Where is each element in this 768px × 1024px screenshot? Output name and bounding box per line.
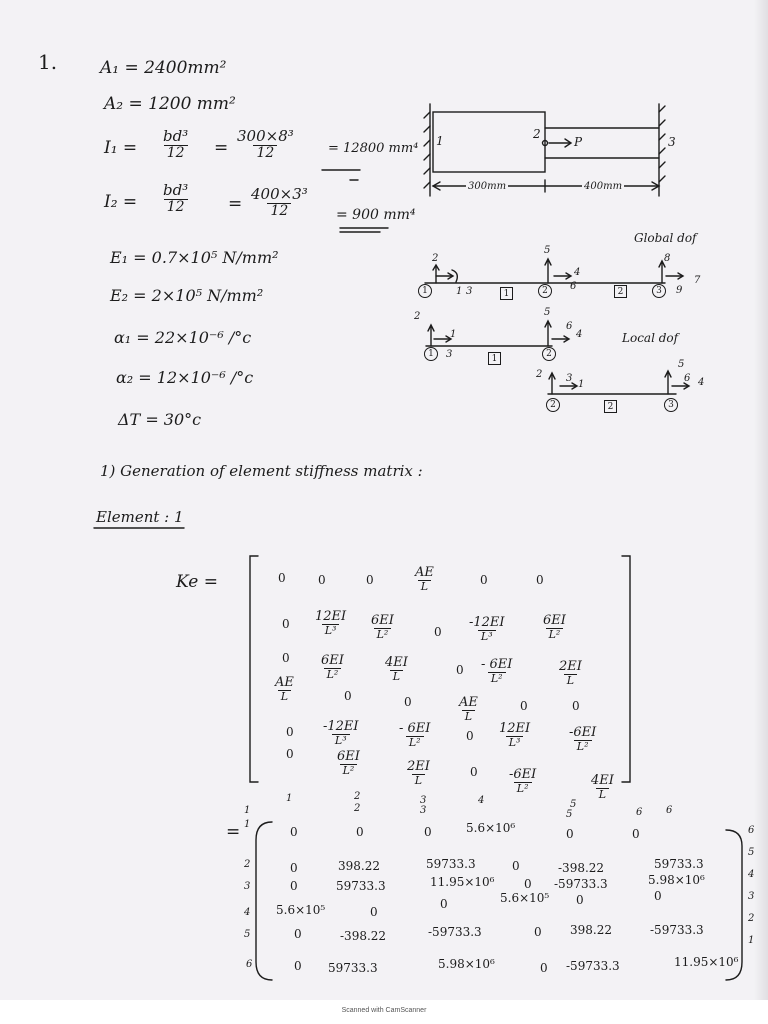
matrix-zero: 0 — [286, 725, 294, 739]
equals-sign: = — [228, 194, 243, 214]
scanner-footer — [0, 1000, 768, 1024]
matrix-cell: 5.6×10⁵ — [500, 891, 550, 905]
beam-node-3: 3 — [668, 135, 676, 149]
matrix-entry-fraction: 2EI L — [407, 759, 430, 788]
matrix-cell: 59733.3 — [426, 857, 476, 871]
matrix-entry-fraction: AE L — [415, 565, 434, 594]
matrix-entry-fraction: 12EI L³ — [315, 609, 347, 638]
local-dof-title: Local dof — [622, 331, 679, 345]
local-dof-label: 1 — [450, 329, 457, 340]
matrix-cell: 5.98×10⁶ — [438, 957, 495, 971]
matrix-cell: 0 — [290, 879, 298, 893]
row-index: 3 — [244, 881, 251, 892]
matrix-zero: 0 — [278, 571, 286, 585]
inertia-i1-lhs: I₁ = — [104, 138, 138, 158]
global-dof-label: 4 — [574, 267, 581, 278]
matrix-zero: 0 — [282, 651, 290, 665]
dof-index: 5 — [566, 809, 573, 820]
matrix-cell: 0 — [512, 859, 520, 873]
col-index: 4 — [748, 869, 755, 880]
modulus-e2: E₂ = 2×10⁵ N/mm² — [110, 286, 264, 305]
area-a1: A₁ = 2400mm² — [100, 58, 227, 78]
matrix-cell: -398.22 — [340, 929, 387, 943]
dof-index: 3 — [420, 805, 427, 816]
matrix-cell: 5.98×10⁶ — [648, 873, 705, 887]
beam-length-2: 400mm — [584, 181, 623, 192]
matrix-cell: 0 — [290, 825, 298, 839]
dof-index: 4 — [478, 795, 485, 806]
matrix-entry-fraction: 6EI L² — [321, 653, 344, 682]
matrix-entry-fraction: 4EI L — [385, 655, 408, 684]
dof-index: 1 — [286, 793, 293, 804]
row-index: 1 — [244, 819, 251, 830]
inertia-i2-substitution: $\frac{\text{400×3³}}{12}$ — [251, 185, 308, 219]
matrix-entry-fraction: AE L — [275, 675, 294, 704]
matrix-entry-fraction: 12EI L³ — [499, 721, 531, 750]
local2-element: 2 — [604, 400, 617, 413]
local-dof-label: 6 — [684, 373, 691, 384]
matrix-cell: 398.22 — [338, 859, 380, 873]
row-index: 5 — [244, 929, 251, 940]
col-index: 1 — [748, 935, 755, 946]
matrix-entry-fraction: -6EI L² — [569, 725, 597, 754]
matrix-cell: -59733.3 — [554, 877, 608, 891]
dof-index: 2 — [354, 791, 361, 802]
beam-length-1: 300mm — [468, 181, 507, 192]
row-index: 4 — [244, 907, 251, 918]
matrix-entry-fraction: 4EI L — [591, 773, 614, 802]
local-dof-label: 3 — [566, 373, 573, 384]
inertia-i2-lhs: I₂ = — [104, 192, 138, 212]
matrix-cell: 59733.3 — [654, 857, 704, 871]
local-dof-label: 3 — [446, 349, 453, 360]
inertia-i1-result: = 12800 mm⁴ — [328, 141, 419, 156]
matrix-entry-fraction: -12EI L³ — [323, 719, 359, 748]
matrix-cell: 5.6×10⁵ — [276, 903, 326, 917]
equals-sign: = — [214, 138, 229, 158]
matrix-zero: 0 — [456, 663, 464, 677]
matrix-zero: 0 — [318, 573, 326, 587]
col-index: 3 — [748, 891, 755, 902]
matrix-zero: 0 — [536, 573, 544, 587]
matrix-cell: 0 — [370, 905, 378, 919]
matrix-entry-fraction: -6EI L² — [509, 767, 537, 796]
matrix-cell: 0 — [654, 889, 662, 903]
matrix-cell: 11.95×10⁶ — [430, 875, 495, 889]
matrix-cell: 5.6×10⁶ — [466, 821, 516, 835]
matrix-cell: 0 — [534, 925, 542, 939]
local1-node-2: 2 — [542, 347, 556, 361]
local2-node-3: 3 — [664, 398, 678, 412]
matrix-entry-fraction: - 6EI L² — [399, 721, 431, 750]
matrix-cell: 398.22 — [570, 923, 612, 937]
local-dof-label: 4 — [576, 329, 583, 340]
matrix-zero: 0 — [520, 699, 528, 713]
dof-index: 6 — [666, 805, 673, 816]
matrix-zero: 0 — [572, 699, 580, 713]
matrix-entry-fraction: -12EI L³ — [469, 615, 505, 644]
matrix-entry-fraction: - 6EI L² — [481, 657, 513, 686]
dof-index: 1 — [244, 805, 251, 816]
matrix-zero: 0 — [366, 573, 374, 587]
col-index: 6 — [748, 825, 755, 836]
global-dof-title: Global dof — [634, 231, 697, 245]
global-dof-label: 1 — [456, 286, 463, 297]
matrix-cell: 0 — [524, 877, 532, 891]
local-dof-label: 1 — [578, 379, 585, 390]
matrix-entry-fraction: 6EI L² — [371, 613, 394, 642]
matrix-zero: 0 — [480, 573, 488, 587]
local-dof-label: 2 — [536, 369, 543, 380]
beam-load-p: P — [574, 135, 583, 149]
matrix-zero: 0 — [404, 695, 412, 709]
scanner-watermark: Scanned with CamScanner — [341, 1007, 427, 1014]
local2-node-2: 2 — [546, 398, 560, 412]
col-index: 5 — [748, 847, 755, 858]
matrix-cell: 0 — [576, 893, 584, 907]
matrix-zero: 0 — [286, 747, 294, 761]
local-dof-label: 5 — [678, 359, 685, 370]
inertia-i2-result: = 900 mm⁴ — [336, 207, 416, 223]
matrix-zero: 0 — [282, 617, 290, 631]
matrix-entry-fraction: AE L — [459, 695, 478, 724]
matrix-entry-fraction: 2EI L — [559, 659, 582, 688]
matrix-cell: 0 — [440, 897, 448, 911]
matrix-cell: 59733.3 — [336, 879, 386, 893]
matrix-cell: 0 — [424, 825, 432, 839]
matrix-cell: -59733.3 — [650, 923, 704, 937]
section-heading: 1) Generation of element stiffness matrix : — [100, 462, 423, 480]
area-a2: A₂ = 1200 mm² — [104, 94, 236, 114]
dof-index: 2 — [354, 803, 361, 814]
global-dof-label: 6 — [570, 281, 577, 292]
alpha-2: α₂ = 12×10⁻⁶ /°c — [116, 368, 254, 387]
matrix-cell: 0 — [294, 927, 302, 941]
matrix-cell: 11.95×10⁶ — [674, 955, 739, 969]
ke-label: Ke = — [176, 572, 218, 592]
alpha-1: α₁ = 22×10⁻⁶ /°c — [114, 328, 252, 347]
matrix-zero: 0 — [466, 729, 474, 743]
row-index: 2 — [244, 859, 251, 870]
beam-node-1: 1 — [436, 134, 444, 148]
global-node-2: 2 — [538, 284, 552, 298]
local1-element: 1 — [488, 352, 501, 365]
matrix-cell: -59733.3 — [566, 959, 620, 973]
dof-index: 6 — [636, 807, 643, 818]
inertia-i1-substitution: $\frac{\text{300×8³}}{12}$ — [237, 127, 294, 161]
matrix-cell: 0 — [566, 827, 574, 841]
local1-node-1: 1 — [424, 347, 438, 361]
beam-node-2: 2 — [533, 127, 541, 141]
matrix-cell: 59733.3 — [328, 961, 378, 975]
matrix-zero: 0 — [434, 625, 442, 639]
modulus-e1: E₁ = 0.7×10⁵ N/mm² — [110, 248, 279, 267]
element-heading: Element : 1 — [96, 508, 184, 526]
matrix-cell: 0 — [356, 825, 364, 839]
matrix-cell: 0 — [540, 961, 548, 975]
matrix-entry-fraction: 6EI L² — [337, 749, 360, 778]
global-dof-label: 2 — [432, 253, 439, 264]
global-dof-label: 9 — [676, 285, 683, 296]
global-dof-label: 8 — [664, 253, 671, 264]
delta-t: ΔT = 30°c — [118, 410, 202, 429]
equals-sign: = — [226, 822, 241, 842]
matrix-cell: 0 — [290, 861, 298, 875]
global-dof-label: 7 — [694, 275, 701, 286]
dof-index: 3 — [420, 795, 427, 806]
matrix-entry-fraction: 6EI L² — [543, 613, 566, 642]
matrix-cell: -59733.3 — [428, 925, 482, 939]
global-dof-label: 3 — [466, 286, 473, 297]
global-node-1: 1 — [418, 284, 432, 298]
matrix-cell: -398.22 — [558, 861, 605, 875]
global-element-1: 1 — [500, 287, 513, 300]
problem-number: 1. — [38, 50, 58, 74]
inertia-i1-formula: $\frac{\text{bd³}}{12}$ — [163, 127, 189, 161]
matrix-cell: 0 — [294, 959, 302, 973]
row-index: 6 — [246, 959, 253, 970]
global-dof-label: 5 — [544, 245, 551, 256]
dof-index: 5 — [570, 799, 577, 810]
local-dof-label: 2 — [414, 311, 421, 322]
col-index: 2 — [748, 913, 755, 924]
local-dof-label: 5 — [544, 307, 551, 318]
inertia-i2-formula: $\frac{\text{bd³}}{12}$ — [163, 181, 189, 215]
local-dof-label: 4 — [698, 377, 705, 388]
matrix-cell: 0 — [632, 827, 640, 841]
local-dof-label: 6 — [566, 321, 573, 332]
matrix-zero: 0 — [470, 765, 478, 779]
matrix-zero: 0 — [344, 689, 352, 703]
global-node-3: 3 — [652, 284, 666, 298]
global-element-2: 2 — [614, 285, 627, 298]
